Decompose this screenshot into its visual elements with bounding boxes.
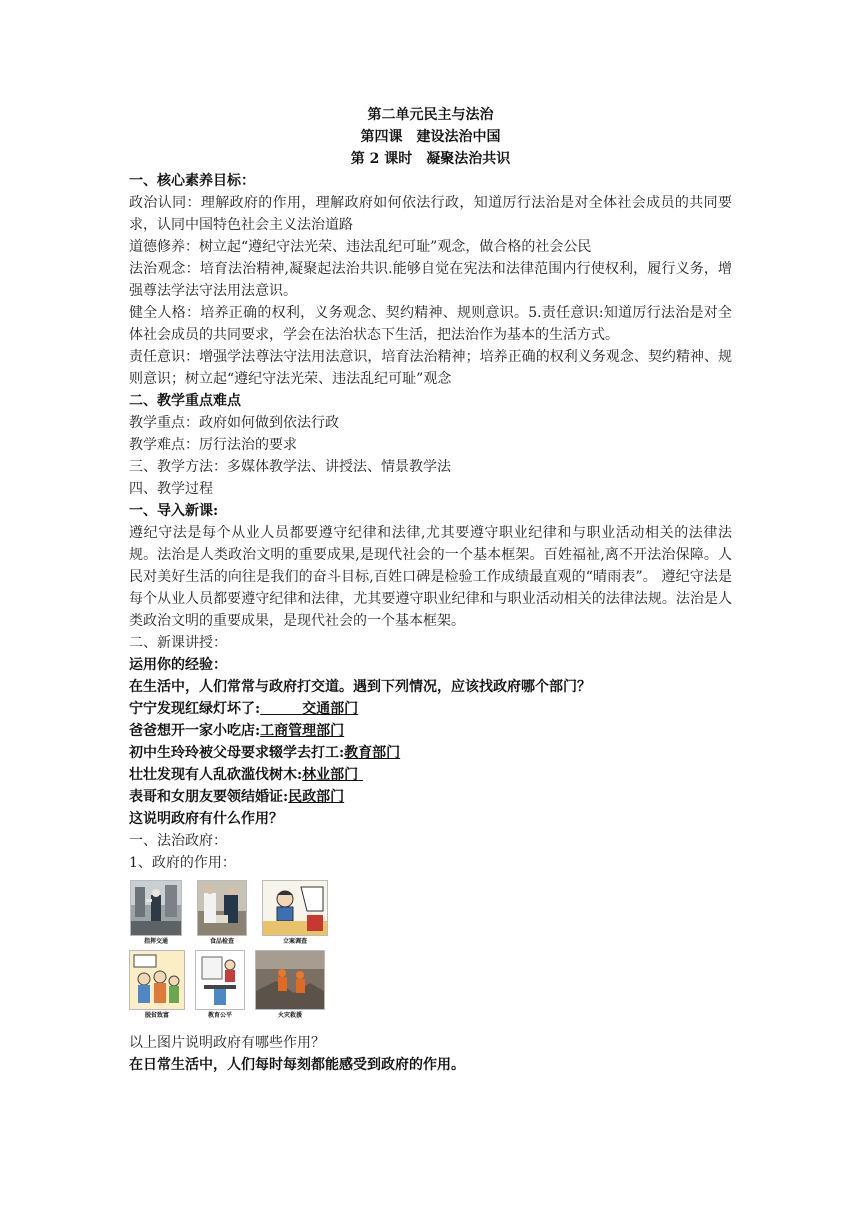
case-answer: 工商管理部门 xyxy=(260,723,345,739)
rule-of-law-government: 一、法治政府： xyxy=(129,833,227,849)
case-question: 爸爸想开一家小吃店: xyxy=(129,723,261,739)
document-page xyxy=(129,104,732,1076)
food-inspection-photo xyxy=(197,880,247,936)
lesson-title: 第四课 建设法治中国 xyxy=(360,129,501,145)
gallery-caption: 火灾救援 xyxy=(277,1012,302,1019)
case-answer: 林业部门 xyxy=(302,767,359,783)
goal-political: 政治认同：理解政府的作用，理解政府如何依法行政，知道厉行法治是对全体社会成员的共同要求，认同中国特色社会主义法治道路 xyxy=(129,195,732,233)
section-heading-goals: 一、核心素养目标： xyxy=(129,173,255,189)
case-question: 壮壮发现有人乱砍滥伐树木: xyxy=(129,767,303,783)
thumb-education xyxy=(195,950,245,1020)
goal-moral: 道德修养：树立起“遵纪守法光荣、违法乱纪可耻”观念，做合格的社会公民 xyxy=(129,239,592,255)
gallery-caption: 脱贫致富 xyxy=(144,1012,169,1019)
teaching-focus: 教学重点：政府如何做到依法行政 xyxy=(129,415,339,431)
case-answer: 交通部门 xyxy=(302,701,359,717)
image-gallery-row2 xyxy=(129,950,329,1020)
pictures-answer: 在日常生活中，人们每时每刻都能感受到政府的作用。 xyxy=(129,1057,465,1073)
pictures-question: 以上图片说明政府有哪些作用？ xyxy=(129,1035,325,1051)
case-question: 初中生玲玲被父母要求辍学去打工: xyxy=(129,745,345,761)
thumb-food xyxy=(195,880,249,946)
case-question: 宁宁发现红绿灯坏了: xyxy=(129,701,261,717)
new-lesson-heading: 二、新课讲授： xyxy=(129,635,227,651)
case-answer: 民政部门 xyxy=(288,789,345,805)
goal-personality: 健全人格：培养正确的权利，义务观念、契约精神、规则意识。5.责任意识:知道厉行法治是对全体社会成员的共同要求，学会在法治状态下生活，把法治作为基本的生活方式。 xyxy=(129,305,732,343)
teaching-methods: 三、教学方法：多媒体教学法、讲授法、情景教学法 xyxy=(129,459,451,475)
intro-heading: 一、导入新课: xyxy=(129,503,219,519)
case-row xyxy=(129,720,732,742)
case-row xyxy=(129,742,732,764)
unit-title: 第二单元民主与法治 xyxy=(367,107,494,123)
gallery-caption: 立案调查 xyxy=(282,938,307,945)
investigation-cartoon xyxy=(262,880,328,936)
case-question: 表哥和女朋友要领结婚证: xyxy=(129,789,289,805)
goal-law: 法治观念：培育法治精神,凝聚起法治共识.能够自觉在宪法和法律范围内行使权利，履行义务，增强尊法学法守法用法意识。 xyxy=(129,261,732,299)
case-answer: 教育部门 xyxy=(344,745,401,761)
goal-responsibility: 责任意识：增强学法尊法守法用法意识，培育法治精神；培养正确的权利义务观念、契约精神、规则意识；树立起“遵纪守法光荣、违法乱纪可耻”观念 xyxy=(129,349,732,387)
case-row xyxy=(129,786,732,808)
followup-question: 这说明政府有什么作用？ xyxy=(129,811,283,827)
intro-text: 遵纪守法是每个从业人员都要遵守纪律和法律,尤其要遵守职业纪律和与职业活动相关的法律法规。法治是人类政治文明的重要成果,是现代社会的一个基本框架。百姓福祉,离不开法治保障。人民对美好生活的向往是我们的奋斗目标,百姓口碑是检验工作成绩最直观的“晴雨表”。 遵纪守法是每个从业人员都要遵守纪律和法律，尤其要遵守职业纪律和与职业活动相关的法律法规。法治是人类政治文明的重要成果，是现代社会的一个基本框架。 xyxy=(129,525,732,629)
period-title: 第 2 课时 凝聚法治共识 xyxy=(350,151,511,167)
department-question: 在生活中，人们常常与政府打交道。遇到下列情况，应该找政府哪个部门？ xyxy=(129,679,591,695)
thumb-poverty xyxy=(129,950,185,1020)
gallery-caption: 指挥交通 xyxy=(143,938,168,945)
thumb-traffic xyxy=(129,880,183,946)
gallery-caption: 教育公平 xyxy=(207,1012,232,1019)
government-role-heading: 1、政府的作用： xyxy=(129,855,236,871)
education-fairness-cartoon xyxy=(195,950,245,1010)
section-heading-focus: 二、教学重点难点 xyxy=(129,393,241,409)
experience-heading: 运用你的经验： xyxy=(129,657,227,673)
case-row xyxy=(129,764,732,786)
thumb-fire xyxy=(255,950,325,1020)
image-gallery-row1 xyxy=(129,880,329,946)
fire-rescue-photo xyxy=(255,950,325,1010)
teaching-difficulty: 教学难点：厉行法治的要求 xyxy=(129,437,297,453)
case-row xyxy=(129,698,732,720)
traffic-police-photo xyxy=(130,880,182,936)
gallery-caption: 食品检查 xyxy=(209,938,234,945)
teaching-process: 四、教学过程 xyxy=(129,481,213,497)
thumb-investigation xyxy=(261,880,329,946)
poverty-relief-cartoon xyxy=(129,950,185,1010)
